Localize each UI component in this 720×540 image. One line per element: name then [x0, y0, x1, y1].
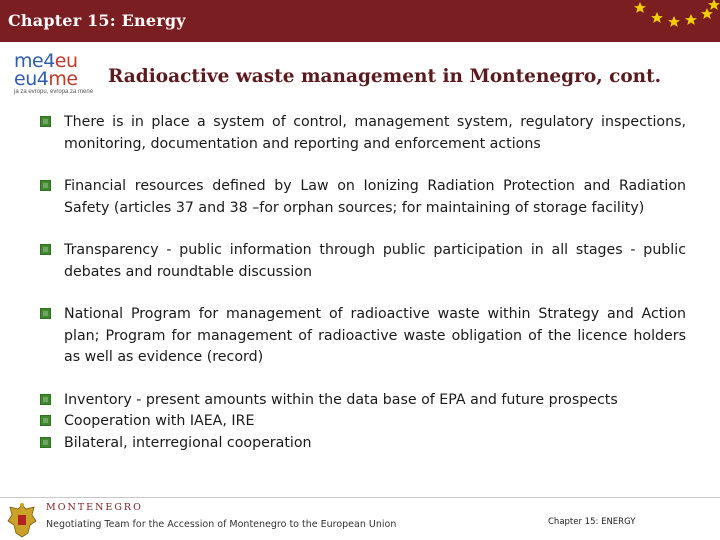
- list-item: Transparency - public information through public participation in all stages - public debates and roundtable discussion: [40, 240, 686, 283]
- checkbox-bullet-icon: [40, 415, 51, 426]
- checkbox-bullet-icon: [40, 308, 51, 319]
- footer-team: Negotiating Team for the Accession of Montenegro to the European Union: [46, 519, 397, 530]
- checkbox-bullet-icon: [40, 180, 51, 191]
- list-item: There is in place a system of control, management system, regulatory inspections, monitoring, documentation and reporting and enforcement actions: [40, 112, 686, 155]
- list-item: Inventory - present amounts within the data base of EPA and future prospects: [40, 390, 686, 412]
- checkbox-bullet-icon: [40, 244, 51, 255]
- montenegro-crest-icon: [4, 501, 40, 539]
- me4eu-logo: [14, 52, 104, 98]
- list-item: Cooperation with IAEA, IRE: [40, 411, 686, 433]
- chapter-title: Chapter 15: Energy: [8, 11, 186, 30]
- logo-tagline: ja za evropu, evropa za mene: [14, 89, 94, 95]
- logo-line-2: eu4me: [14, 68, 78, 90]
- eu-stars-icon: [610, 0, 720, 42]
- list-item: Financial resources defined by Law on Ionizing Radiation Protection and Radiation Safety (articles 37 and 38 –for orphan sources; for maintaining of storage facility): [40, 176, 686, 219]
- checkbox-bullet-icon: [40, 437, 51, 448]
- list-item: Bilateral, interregional cooperation: [40, 433, 686, 455]
- footer-country: MONTENEGRO: [46, 502, 143, 513]
- list-item: National Program for management of radioactive waste within Strategy and Action plan; Program for management of radioactive waste obligation of the licence holders as well as evidence (record): [40, 304, 686, 369]
- bullet-list: [40, 112, 686, 454]
- checkbox-bullet-icon: [40, 394, 51, 405]
- footer-chapter: Chapter 15: ENERGY: [548, 517, 636, 527]
- footer-divider: [0, 497, 720, 498]
- header-bar: [0, 0, 720, 42]
- slide-title: Radioactive waste management in Montenegro, cont.: [108, 66, 662, 87]
- logo-line-1: me4eu: [14, 50, 78, 72]
- checkbox-bullet-icon: [40, 116, 51, 127]
